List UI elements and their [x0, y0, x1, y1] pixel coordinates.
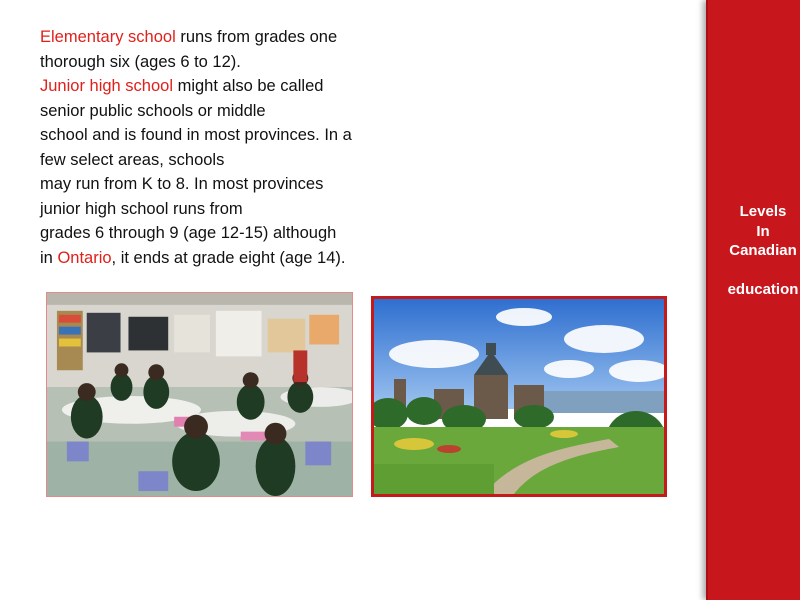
- text-run: junior high school runs from: [40, 199, 243, 218]
- text-line: [40, 74, 430, 99]
- text-highlight: Elementary school: [40, 28, 176, 46]
- sidebar-title-line: [708, 261, 800, 281]
- sidebar-title-line: In: [756, 222, 770, 240]
- text-line: [40, 148, 430, 173]
- text-line: [40, 172, 430, 197]
- text-line: [40, 25, 430, 50]
- text-line: [40, 99, 430, 124]
- text-line: [40, 221, 430, 246]
- text-highlight: Ontario: [57, 248, 112, 267]
- sidebar-title-line: education: [727, 281, 799, 298]
- text-line: [40, 246, 430, 271]
- text-highlight: Junior high school: [40, 77, 173, 95]
- text-run: school and is found in most provinces. In a: [40, 126, 352, 144]
- text-line: [40, 123, 430, 148]
- sidebar-title-line: Canadian: [729, 242, 797, 259]
- classroom-photo: [46, 292, 353, 497]
- text-run: grades 6 through 9 (age 12-15) although: [40, 224, 337, 242]
- sidebar-title-line: Levels: [739, 203, 787, 220]
- text-run: few select areas, schools: [40, 150, 225, 169]
- text-run: may run from K to 8. In most provinces: [40, 175, 324, 193]
- text-line: [40, 50, 430, 75]
- sidebar-panel: [706, 0, 800, 600]
- text-run: runs from grades one: [175, 28, 338, 46]
- text-run: thorough six (ages 6 to 12).: [40, 52, 241, 71]
- text-run: senior public schools or middle: [40, 101, 266, 120]
- body-text: [40, 25, 430, 270]
- sidebar-title: [708, 202, 800, 300]
- quebec-city-photo: [371, 296, 667, 497]
- text-run: in: [40, 248, 58, 267]
- text-run: might also be called: [173, 77, 324, 95]
- text-run: , it ends at grade eight (age 14).: [111, 248, 346, 267]
- text-line: [40, 197, 430, 222]
